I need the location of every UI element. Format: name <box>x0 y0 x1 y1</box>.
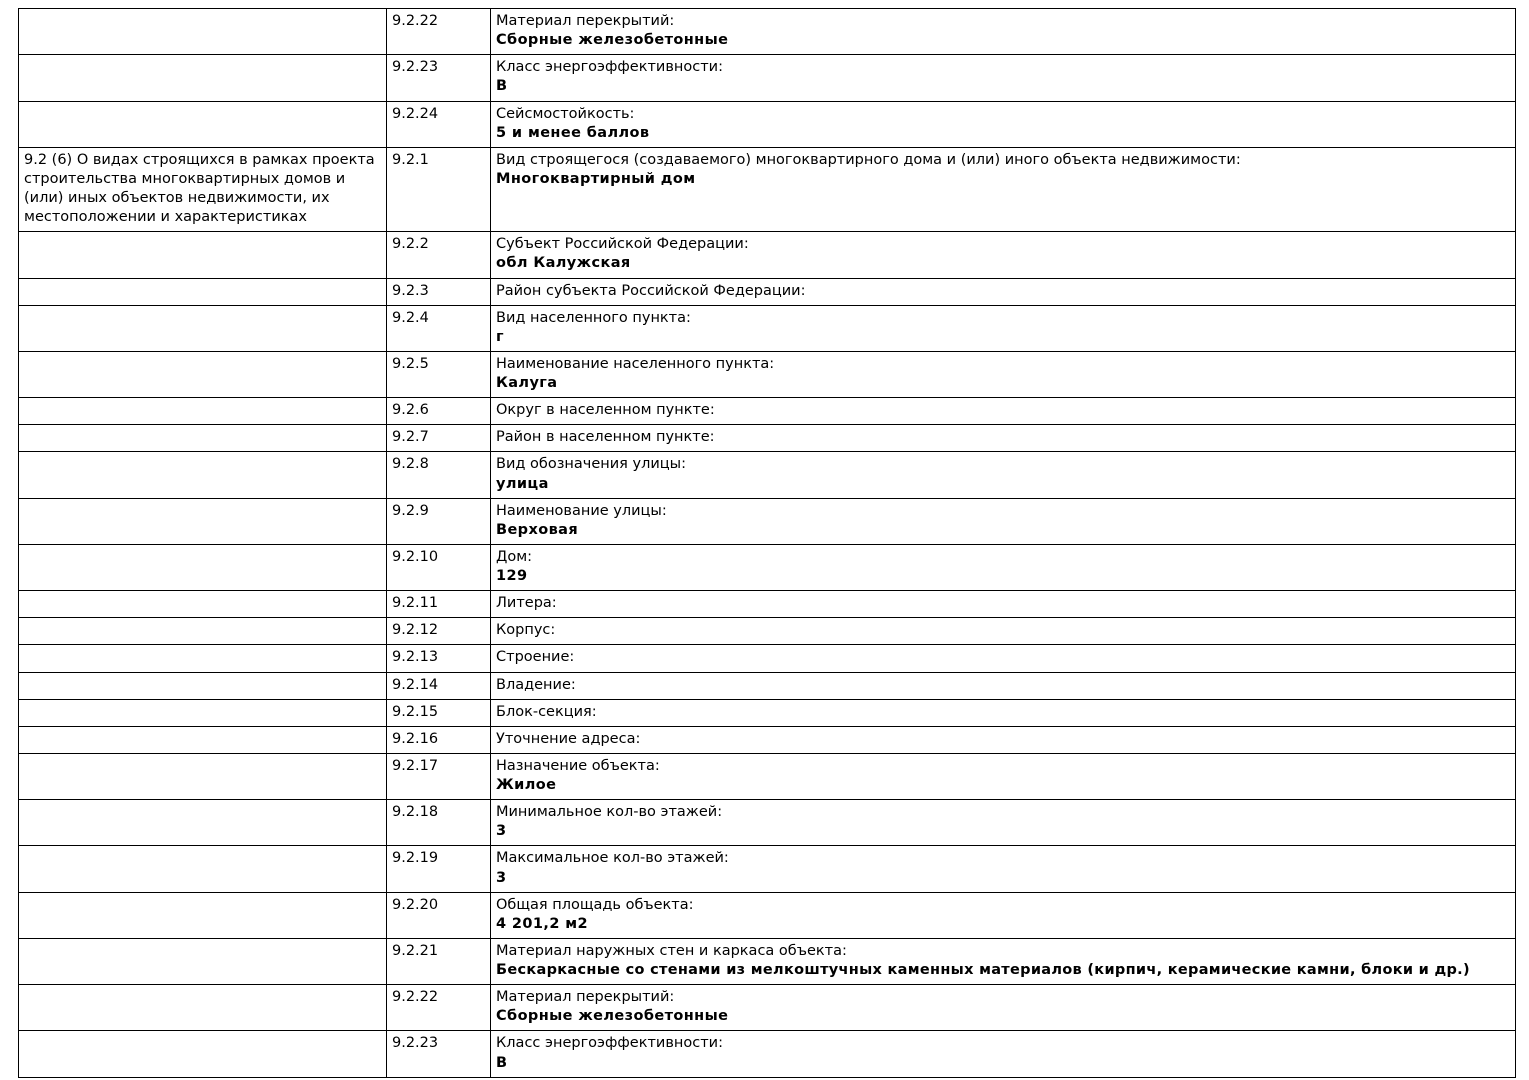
row-label: Уточнение адреса: <box>496 730 641 747</box>
group-cell-empty <box>19 55 387 101</box>
row-code: 9.2.2 <box>387 232 491 278</box>
group-cell-empty <box>19 1031 387 1077</box>
group-cell-empty <box>19 846 387 892</box>
row-code: 9.2.22 <box>387 985 491 1031</box>
table-row <box>19 753 1516 799</box>
table-row <box>19 398 1516 425</box>
row-value: г <box>496 328 504 345</box>
row-code: 9.2.14 <box>387 672 491 699</box>
group-cell-empty <box>19 398 387 425</box>
row-label: Класс энергоэффективности: <box>496 1035 723 1052</box>
row-value: B <box>496 78 508 95</box>
row-code: 9.2.24 <box>387 101 491 147</box>
row-code: 9.2.13 <box>387 645 491 672</box>
group-cell-empty <box>19 618 387 645</box>
row-label: Класс энергоэффективности: <box>496 59 723 76</box>
row-code: 9.2.15 <box>387 699 491 726</box>
row-content <box>491 9 1516 55</box>
row-code: 9.2.4 <box>387 305 491 351</box>
row-content <box>491 101 1516 147</box>
group-cell-empty <box>19 9 387 55</box>
row-content <box>491 699 1516 726</box>
row-label: Строение: <box>496 649 575 666</box>
table-row <box>19 846 1516 892</box>
group-cell-empty <box>19 672 387 699</box>
row-code: 9.2.12 <box>387 618 491 645</box>
group-cell-empty <box>19 425 387 452</box>
row-label: Блок-секция: <box>496 703 597 720</box>
row-label: Корпус: <box>496 622 556 639</box>
row-label: Общая площадь объекта: <box>496 896 694 913</box>
row-label: Литера: <box>496 595 557 612</box>
row-label: Материал наружных стен и каркаса объекта: <box>496 942 847 959</box>
group-cell-empty <box>19 101 387 147</box>
group-cell-empty <box>19 699 387 726</box>
row-label: Дом: <box>496 548 533 565</box>
row-content <box>491 305 1516 351</box>
group-cell-empty <box>19 800 387 846</box>
row-label: Наименование улицы: <box>496 502 667 519</box>
row-label: Максимальное кол-во этажей: <box>496 850 729 867</box>
row-label: Район субъекта Российской Федерации: <box>496 282 806 299</box>
row-label: Вид строящегося (создаваемого) многоквартирного дома и (или) иного объекта недвижимости: <box>496 151 1241 168</box>
row-code: 9.2.22 <box>387 9 491 55</box>
group-cell-empty <box>19 892 387 938</box>
row-code: 9.2.16 <box>387 726 491 753</box>
row-value: Калуга <box>496 375 558 391</box>
row-code: 9.2.21 <box>387 938 491 984</box>
row-content <box>491 544 1516 590</box>
row-label: Минимальное кол-во этажей: <box>496 804 723 821</box>
row-label: Наименование населенного пункта: <box>496 355 775 372</box>
row-code: 9.2.10 <box>387 544 491 590</box>
row-content <box>491 232 1516 278</box>
group-cell-empty <box>19 305 387 351</box>
row-content <box>491 672 1516 699</box>
table-row <box>19 591 1516 618</box>
row-content <box>491 278 1516 305</box>
row-code: 9.2.11 <box>387 591 491 618</box>
table-row <box>19 278 1516 305</box>
table-row <box>19 498 1516 544</box>
group-cell-empty <box>19 753 387 799</box>
table-row <box>19 985 1516 1031</box>
row-code: 9.2.23 <box>387 1031 491 1077</box>
row-content <box>491 645 1516 672</box>
table-row <box>19 101 1516 147</box>
group-cell-empty <box>19 591 387 618</box>
table-row <box>19 1031 1516 1077</box>
group-cell-empty <box>19 726 387 753</box>
row-label: Владение: <box>496 676 576 693</box>
row-value: обл Калужская <box>496 255 631 272</box>
row-value: Жилое <box>496 777 557 793</box>
row-code: 9.2.20 <box>387 892 491 938</box>
row-label: Вид обозначения улицы: <box>496 456 686 473</box>
row-value: Верховая <box>496 521 579 538</box>
row-label: Назначение объекта: <box>496 757 660 774</box>
declaration-table <box>18 8 1516 1078</box>
group-cell-empty <box>19 452 387 498</box>
row-value: Сборные железобетонные <box>496 1008 729 1025</box>
row-code: 9.2.17 <box>387 753 491 799</box>
row-content <box>491 892 1516 938</box>
row-content <box>491 351 1516 397</box>
row-code: 9.2.3 <box>387 278 491 305</box>
row-code: 9.2.18 <box>387 800 491 846</box>
row-content <box>491 425 1516 452</box>
row-label: Материал перекрытий: <box>496 13 675 29</box>
row-code: 9.2.1 <box>387 147 491 232</box>
row-value: 5 и менее баллов <box>496 124 650 141</box>
row-content <box>491 591 1516 618</box>
table-body <box>19 9 1516 1078</box>
table-row <box>19 892 1516 938</box>
row-code: 9.2.23 <box>387 55 491 101</box>
row-label: Материал перекрытий: <box>496 989 675 1006</box>
table-row <box>19 351 1516 397</box>
row-content <box>491 398 1516 425</box>
row-value: Многоквартирный дом <box>496 170 696 187</box>
row-content <box>491 846 1516 892</box>
row-value: Сборные железобетонные <box>496 32 729 49</box>
table-row <box>19 800 1516 846</box>
table-row <box>19 9 1516 55</box>
group-cell-empty <box>19 938 387 984</box>
group-cell-empty <box>19 232 387 278</box>
table-row <box>19 452 1516 498</box>
row-content <box>491 938 1516 984</box>
table-row <box>19 232 1516 278</box>
group-label-cell: 9.2 (6) О видах строящихся в рамках проекта строительства многоквартирных домов и (или) иных объектов недвижимости, их местоположении и характеристиках <box>19 147 387 232</box>
row-code: 9.2.9 <box>387 498 491 544</box>
row-value: улица <box>496 475 549 492</box>
row-value: 3 <box>496 823 507 840</box>
row-value: B <box>496 1054 508 1071</box>
row-value: 3 <box>496 869 507 886</box>
row-content <box>491 452 1516 498</box>
group-cell-empty <box>19 351 387 397</box>
table-row <box>19 544 1516 590</box>
row-code: 9.2.5 <box>387 351 491 397</box>
group-cell-empty <box>19 544 387 590</box>
row-code: 9.2.6 <box>387 398 491 425</box>
table-row <box>19 938 1516 984</box>
row-label: Субъект Российской Федерации: <box>496 236 749 253</box>
group-cell-empty <box>19 645 387 672</box>
row-value: 129 <box>496 568 528 584</box>
row-label: Сейсмостойкость: <box>496 105 635 122</box>
row-content <box>491 753 1516 799</box>
row-label: Вид населенного пункта: <box>496 309 691 326</box>
row-content <box>491 1031 1516 1077</box>
row-label: Округ в населенном пункте: <box>496 402 715 419</box>
row-label: Район в населенном пункте: <box>496 429 715 446</box>
row-code: 9.2.7 <box>387 425 491 452</box>
row-code: 9.2.19 <box>387 846 491 892</box>
table-row <box>19 672 1516 699</box>
group-cell-empty <box>19 278 387 305</box>
row-value: Бескаркасные со стенами из мелкоштучных каменных материалов (кирпич, керамические камни, блоки и др.) <box>496 962 1470 978</box>
table-row <box>19 726 1516 753</box>
row-content <box>491 726 1516 753</box>
table-row <box>19 645 1516 672</box>
table-row <box>19 425 1516 452</box>
table-row <box>19 618 1516 645</box>
row-content <box>491 985 1516 1031</box>
group-cell-empty <box>19 498 387 544</box>
table-row-group-header <box>19 147 1516 232</box>
row-value: 4 201,2 м2 <box>496 915 588 932</box>
table-row <box>19 55 1516 101</box>
group-cell-empty <box>19 985 387 1031</box>
row-content <box>491 147 1516 232</box>
row-content <box>491 498 1516 544</box>
row-content <box>491 618 1516 645</box>
row-content <box>491 800 1516 846</box>
table-row <box>19 305 1516 351</box>
row-content <box>491 55 1516 101</box>
row-code: 9.2.8 <box>387 452 491 498</box>
table-row <box>19 699 1516 726</box>
